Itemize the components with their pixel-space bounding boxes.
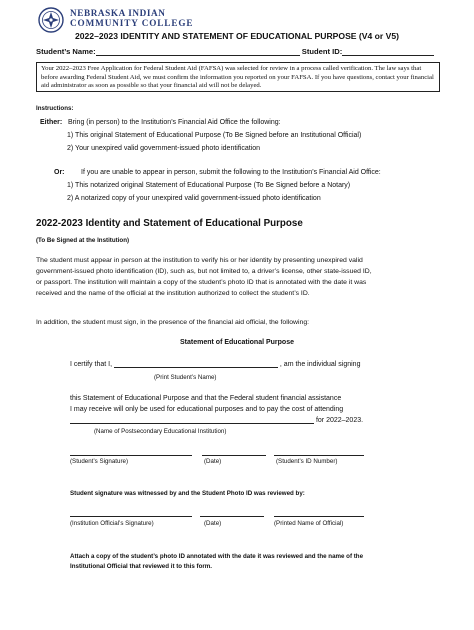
verification-notice-box	[36, 62, 440, 92]
identity-paragraph-line: The student must appear in person at the institution to verify his or her identity by presenting unexpired valid	[36, 257, 363, 264]
official-signature-field[interactable]	[70, 510, 192, 517]
or-label: Or:	[54, 169, 65, 176]
certify-end-text: , am the individual signing	[279, 361, 361, 368]
section-heading: 2022-2023 Identity and Statement of Educational Purpose	[36, 218, 303, 229]
student-id-label: Student ID:	[301, 47, 343, 56]
identity-paragraph-line: received and the name of the official at the institution authorized to collect the student’s ID.	[36, 289, 310, 297]
print-name-caption: (Print Student’s Name)	[154, 374, 217, 381]
student-date-field[interactable]	[202, 449, 266, 456]
student-date-caption: (Date)	[204, 458, 222, 465]
identity-paragraph-line: or passport. The institution will maintain a copy of the student’s photo ID that is annotated with the date it was	[36, 278, 367, 286]
print-student-name-field[interactable]	[114, 360, 278, 368]
official-signature-caption: (Institution Official’s Signature)	[70, 520, 154, 527]
footer-note-line2: Institutional Official that reviewed it to this form.	[70, 563, 212, 570]
college-name-line1: NEBRASKA INDIAN	[70, 8, 166, 18]
official-date-caption: (Date)	[204, 520, 222, 527]
either-text: Bring (in person) to the Institution’s Financial Aid Office the following:	[68, 119, 281, 126]
institution-caption: (Name of Postsecondary Educational Institution)	[94, 428, 227, 435]
or-text: If you are unable to appear in person, submit the following to the Institution’s Financial Aid Office:	[81, 169, 381, 176]
student-name-label: Student’s Name:	[36, 47, 96, 56]
certify-line	[70, 360, 360, 368]
or-item-1: 1) This notarized original Statement of Educational Purpose (To Be Signed before a Notary)	[67, 182, 351, 189]
or-item-2: 2) A notarized copy of your unexpired valid government-issued photo identification	[67, 195, 321, 202]
student-signature-field[interactable]	[70, 449, 192, 456]
either-item-2: 2) Your unexpired valid government-issued photo identification	[67, 145, 261, 152]
official-printed-name-field[interactable]	[274, 510, 364, 517]
form-title: 2022–2023 IDENTITY AND STATEMENT OF EDUCATIONAL PURPOSE (V4 or V5)	[74, 31, 400, 41]
statement-title: Statement of Educational Purpose	[180, 339, 294, 346]
institution-line	[70, 416, 363, 424]
student-id-number-field[interactable]	[274, 449, 364, 456]
signing-instruction: In addition, the student must sign, in the presence of the financial aid official, the following:	[36, 319, 310, 326]
instructions-label: Instructions:	[36, 105, 74, 112]
student-name-field[interactable]	[96, 47, 300, 56]
student-id-field[interactable]	[342, 47, 434, 56]
identity-paragraph	[36, 256, 446, 300]
identity-paragraph-line: government-issued photo identification (ID), such as, but not limited to, a driver’s license, other state-issued ID,	[36, 267, 372, 275]
student-info-row	[36, 47, 434, 56]
college-seal-logo-icon	[38, 7, 64, 33]
college-name	[70, 9, 193, 28]
either-label: Either:	[40, 119, 63, 126]
official-date-field[interactable]	[200, 510, 264, 517]
certify-start-text: I certify that I,	[70, 361, 113, 368]
statement-body-line2: I may receive will only be used for educational purposes and to pay the cost of attending	[70, 406, 344, 413]
statement-body-line1: this Statement of Educational Purpose and that the Federal student financial assistance	[70, 395, 342, 402]
official-printed-name-caption: (Printed Name of Official)	[274, 520, 344, 527]
student-signature-caption: (Student’s Signature)	[70, 458, 129, 465]
footer-note-line1: Attach a copy of the student’s photo ID annotated with the date it was reviewed and the name of the	[70, 553, 364, 560]
college-name-line2: COMMUNITY COLLEGE	[70, 17, 194, 28]
student-id-caption: (Student’s ID Number)	[276, 458, 338, 465]
either-item-1: 1) This original Statement of Educational Purpose (To Be Signed before an Institutional Official)	[67, 132, 362, 139]
witness-heading: Student signature was witnessed by and the Student Photo ID was reviewed by:	[70, 490, 305, 497]
for-year-text: for 2022–2023.	[315, 417, 364, 424]
verification-notice-text: Your 2022–2023 Free Application for Federal Student Aid (FAFSA) was selected for review in a process called verification. The law says that before awarding Federal Student Aid, we must confirm the information you reported on your FAFSA. If you have questions, contact your financial aid administrator as soon as possible so that your financial aid will not be delayed.	[41, 65, 434, 90]
institution-name-field[interactable]	[70, 416, 314, 424]
section-subheading: (To Be Signed at the Institution)	[36, 237, 130, 244]
